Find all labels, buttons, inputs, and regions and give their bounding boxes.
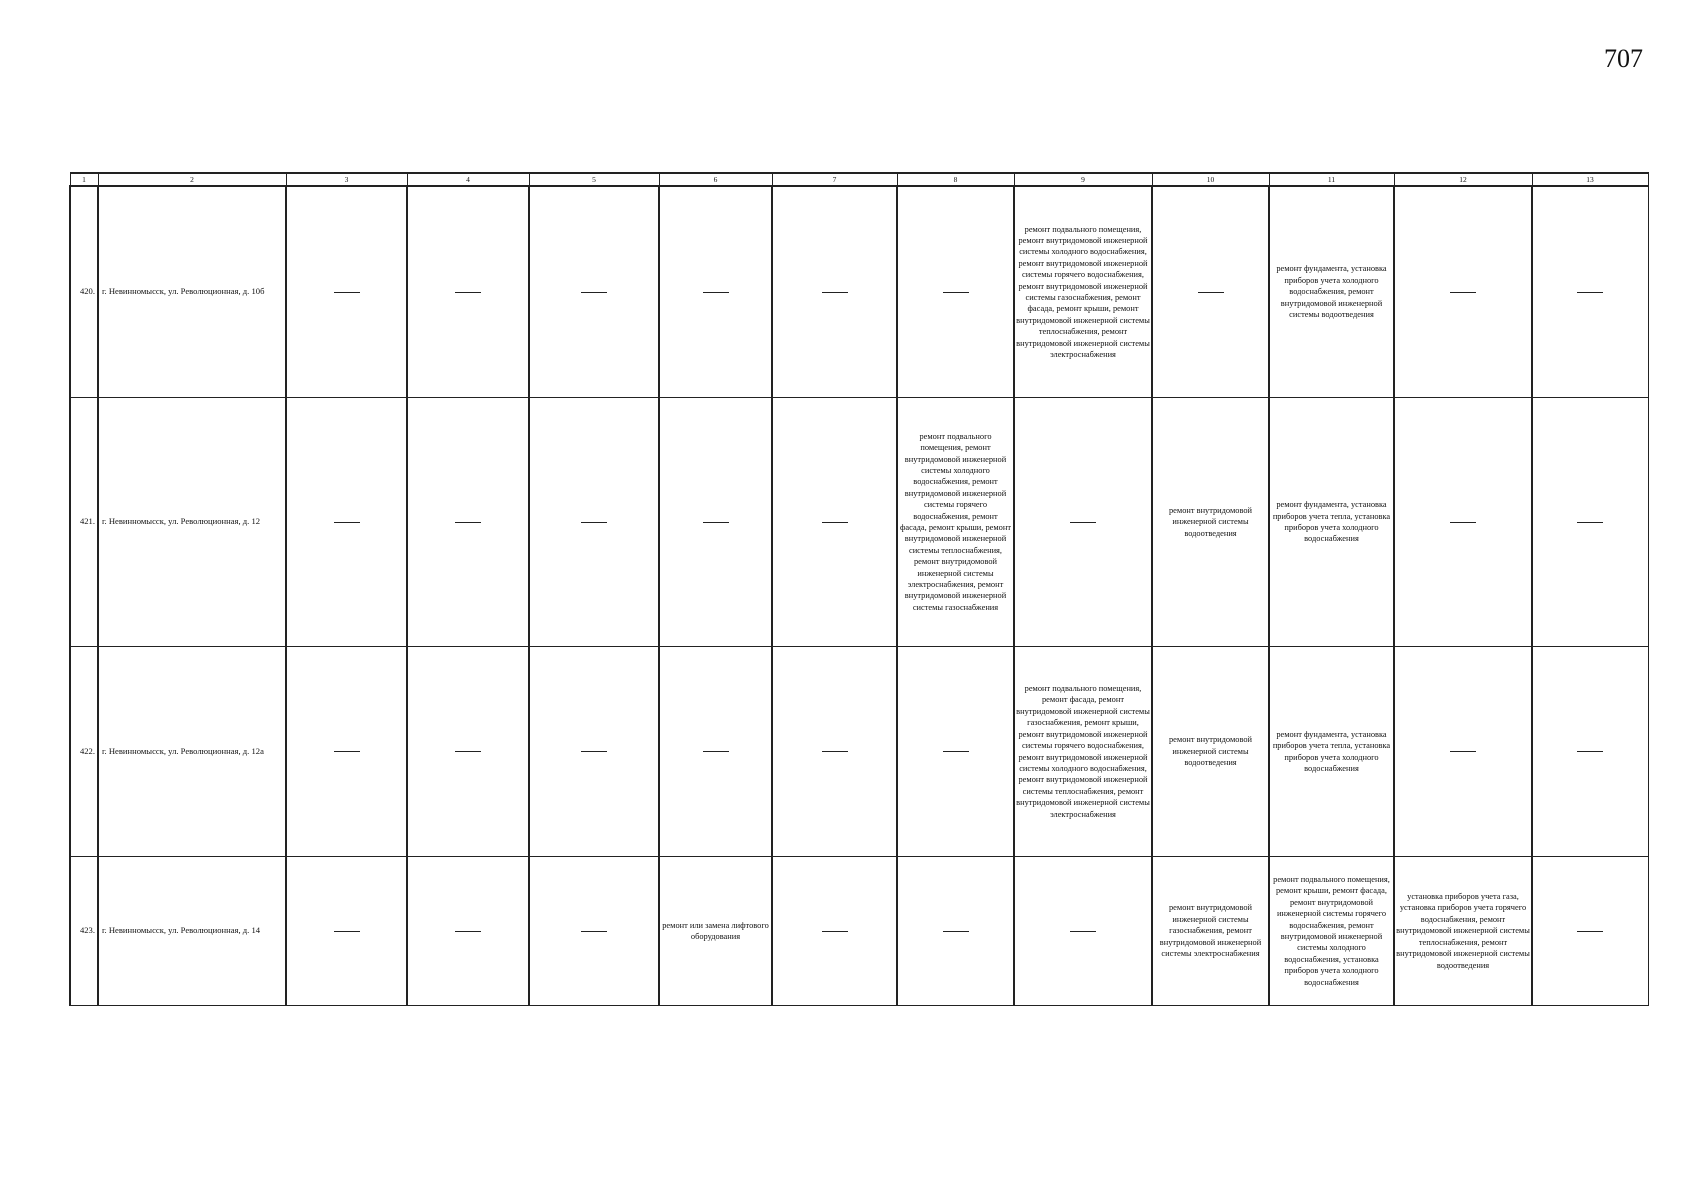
row-number: 421. bbox=[70, 398, 98, 647]
dash-mark bbox=[822, 931, 848, 932]
cell-col5 bbox=[529, 398, 659, 647]
cell-col7 bbox=[772, 398, 897, 647]
dash-mark bbox=[334, 522, 360, 523]
cell-col11: ремонт подвального помещения, ремонт крыши, ремонт фасада, ремонт внутридомовой инженерной системы горячего водоснабжения, ремонт внутридомовой инженерной системы холодного водоснабжения, установка приборов учета холодного водоснабжения bbox=[1269, 857, 1394, 1006]
cell-col6 bbox=[659, 186, 772, 398]
dash-mark bbox=[703, 292, 729, 293]
cell-col13 bbox=[1532, 186, 1648, 398]
dash-mark bbox=[822, 292, 848, 293]
column-number-row bbox=[70, 173, 1648, 186]
dash-mark bbox=[943, 292, 969, 293]
column-header: 9 bbox=[1014, 173, 1152, 186]
cell-col6 bbox=[659, 398, 772, 647]
dash-mark bbox=[943, 751, 969, 752]
cell-col9 bbox=[1014, 398, 1152, 647]
column-header: 4 bbox=[407, 173, 529, 186]
dash-mark bbox=[1450, 292, 1476, 293]
dash-mark bbox=[703, 522, 729, 523]
cell-col4 bbox=[407, 398, 529, 647]
dash-mark bbox=[455, 751, 481, 752]
dash-mark bbox=[1070, 931, 1096, 932]
cell-col10: ремонт внутридомовой инженерной системы водоотведения bbox=[1152, 647, 1269, 857]
row-address: г. Невинномысск, ул. Революционная, д. 10б bbox=[98, 186, 286, 398]
cell-col5 bbox=[529, 186, 659, 398]
column-header: 12 bbox=[1394, 173, 1532, 186]
dash-mark bbox=[1450, 522, 1476, 523]
cell-col9: ремонт подвального помещения, ремонт внутридомовой инженерной системы холодного водоснабжения, ремонт внутридомовой инженерной системы горячего водоснабжения, ремонт внутридомовой инженерной системы газоснабжения, ремонт фасада, ремонт крыши, ремонт внутридомовой инженерной системы теплоснабжения, ремонт внутридомовой инженерной системы электроснабжения bbox=[1014, 186, 1152, 398]
cell-col11: ремонт фундамента, установка приборов учета тепла, установка приборов учета холодного водоснабжения bbox=[1269, 647, 1394, 857]
cell-col10 bbox=[1152, 186, 1269, 398]
dash-mark bbox=[1577, 522, 1603, 523]
column-header: 13 bbox=[1532, 173, 1648, 186]
dash-mark bbox=[455, 931, 481, 932]
dash-mark bbox=[334, 931, 360, 932]
row-address: г. Невинномысск, ул. Революционная, д. 12а bbox=[98, 647, 286, 857]
cell-col7 bbox=[772, 647, 897, 857]
dash-mark bbox=[1577, 751, 1603, 752]
cell-col8 bbox=[897, 647, 1014, 857]
cell-col10: ремонт внутридомовой инженерной системы газоснабжения, ремонт внутридомовой инженерной системы электроснабжения bbox=[1152, 857, 1269, 1006]
cell-col4 bbox=[407, 647, 529, 857]
dash-mark bbox=[1450, 751, 1476, 752]
column-header: 7 bbox=[772, 173, 897, 186]
cell-col13 bbox=[1532, 647, 1648, 857]
table-row bbox=[70, 647, 1648, 857]
cell-col12 bbox=[1394, 398, 1532, 647]
cell-col5 bbox=[529, 857, 659, 1006]
column-header: 8 bbox=[897, 173, 1014, 186]
dash-mark bbox=[703, 751, 729, 752]
cell-col8 bbox=[897, 857, 1014, 1006]
cell-col12 bbox=[1394, 186, 1532, 398]
dash-mark bbox=[1070, 522, 1096, 523]
dash-mark bbox=[822, 751, 848, 752]
dash-mark bbox=[581, 931, 607, 932]
dash-mark bbox=[1198, 292, 1224, 293]
column-header: 1 bbox=[70, 173, 98, 186]
column-header: 6 bbox=[659, 173, 772, 186]
table-row bbox=[70, 186, 1648, 398]
cell-col9 bbox=[1014, 857, 1152, 1006]
cell-col11: ремонт фундамента, установка приборов учета тепла, установка приборов учета холодного водоснабжения bbox=[1269, 398, 1394, 647]
cell-col6: ремонт или замена лифтового оборудования bbox=[659, 857, 772, 1006]
cell-col13 bbox=[1532, 857, 1648, 1006]
column-header: 11 bbox=[1269, 173, 1394, 186]
cell-col11: ремонт фундамента, установка приборов учета холодного водоснабжения, ремонт внутридомовой инженерной системы водоотведения bbox=[1269, 186, 1394, 398]
dash-mark bbox=[455, 522, 481, 523]
repair-schedule-table bbox=[69, 172, 1649, 1006]
cell-col3 bbox=[286, 857, 407, 1006]
dash-mark bbox=[581, 751, 607, 752]
cell-col13 bbox=[1532, 398, 1648, 647]
page-number: 707 bbox=[1604, 44, 1643, 73]
cell-col8 bbox=[897, 186, 1014, 398]
row-number: 420. bbox=[70, 186, 98, 398]
cell-col3 bbox=[286, 186, 407, 398]
cell-col7 bbox=[772, 857, 897, 1006]
row-address: г. Невинномысск, ул. Революционная, д. 14 bbox=[98, 857, 286, 1006]
dash-mark bbox=[943, 931, 969, 932]
cell-col8: ремонт подвального помещения, ремонт внутридомовой инженерной системы холодного водоснабжения, ремонт внутридомовой инженерной системы горячего водоснабжения, ремонт фасада, ремонт крыши, ремонт внутридомовой инженерной системы теплоснабжения, ремонт внутридомовой инженерной системы электроснабжения, ремонт внутридомовой инженерной системы газоснабжения bbox=[897, 398, 1014, 647]
row-number: 423. bbox=[70, 857, 98, 1006]
dash-mark bbox=[334, 751, 360, 752]
table-row bbox=[70, 857, 1648, 1006]
dash-mark bbox=[1577, 292, 1603, 293]
column-header: 5 bbox=[529, 173, 659, 186]
dash-mark bbox=[334, 292, 360, 293]
table-row bbox=[70, 398, 1648, 647]
dash-mark bbox=[581, 522, 607, 523]
cell-col5 bbox=[529, 647, 659, 857]
dash-mark bbox=[455, 292, 481, 293]
cell-col12 bbox=[1394, 647, 1532, 857]
cell-col9: ремонт подвального помещения, ремонт фасада, ремонт внутридомовой инженерной системы газоснабжения, ремонт крыши, ремонт внутридомовой инженерной системы горячего водоснабжения, ремонт внутридомовой инженерной системы холодного водоснабжения, ремонт внутридомовой инженерной системы теплоснабжения, ремонт внутридомовой инженерной системы электроснабжения bbox=[1014, 647, 1152, 857]
cell-col4 bbox=[407, 857, 529, 1006]
column-header: 2 bbox=[98, 173, 286, 186]
column-header: 10 bbox=[1152, 173, 1269, 186]
cell-col6 bbox=[659, 647, 772, 857]
row-number: 422. bbox=[70, 647, 98, 857]
row-address: г. Невинномысск, ул. Революционная, д. 12 bbox=[98, 398, 286, 647]
cell-col4 bbox=[407, 186, 529, 398]
dash-mark bbox=[1577, 931, 1603, 932]
cell-col7 bbox=[772, 186, 897, 398]
cell-col10: ремонт внутридомовой инженерной системы водоотведения bbox=[1152, 398, 1269, 647]
cell-col3 bbox=[286, 398, 407, 647]
column-header: 3 bbox=[286, 173, 407, 186]
dash-mark bbox=[581, 292, 607, 293]
cell-col12: установка приборов учета газа, установка приборов учета горячего водоснабжения, ремонт внутридомовой инженерной системы теплоснабжения, ремонт внутридомовой инженерной системы водоотведения bbox=[1394, 857, 1532, 1006]
dash-mark bbox=[822, 522, 848, 523]
cell-col3 bbox=[286, 647, 407, 857]
